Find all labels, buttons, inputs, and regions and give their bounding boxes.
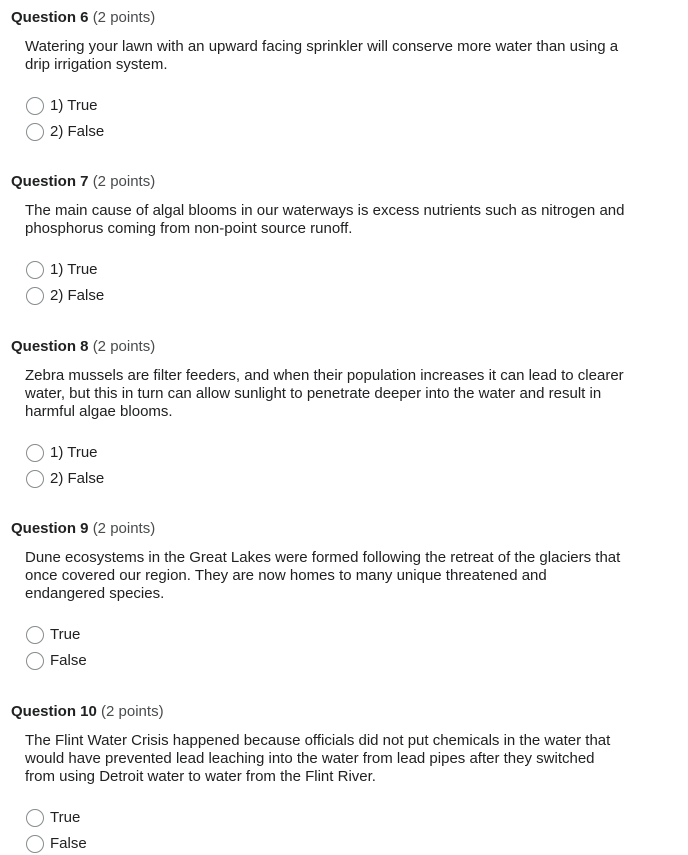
option-label: 1) True [50,97,98,114]
radio-button[interactable] [26,470,44,488]
option-true[interactable] [26,807,80,829]
option-label: True [50,809,81,826]
radio-button[interactable] [26,444,44,462]
question-title: Question 9 [11,520,89,537]
option-label: 1) True [50,261,98,278]
question-points: (2 points) [92,520,156,537]
question-text: Watering your lawn with an upward facing sprinkler will conserve more water than using a drip irrigation system. [25,38,619,73]
option-label: False [50,652,87,669]
question-title: Question 7 [11,173,89,190]
question-points: (2 points) [92,338,156,355]
option-label: 2) False [50,470,105,487]
question-title: Question 10 [11,703,97,720]
radio-button[interactable] [26,261,44,279]
option-false[interactable] [26,468,104,490]
question-header [11,519,155,539]
question-header [11,8,155,28]
option-false[interactable] [26,285,104,307]
question-text: Dune ecosystems in the Great Lakes were formed following the retreat of the glaciers that once covered our region. They are now homes to many unique threatened and endangered species. [25,549,621,602]
option-false[interactable] [26,121,104,143]
option-label: 1) True [50,444,98,461]
question-title: Question 6 [11,9,89,26]
option-false[interactable] [26,833,87,855]
question-text: The main cause of algal blooms in our waterways is excess nutrients such as nitrogen and phosphorus coming from non-point source runoff. [25,202,625,237]
radio-button[interactable] [26,809,44,827]
question-points: (2 points) [101,703,164,720]
question-points: (2 points) [92,9,156,26]
option-label: 2) False [50,287,105,304]
question-text: Zebra mussels are filter feeders, and when their population increases it can lead to clearer water, but this in turn can allow sunlight to penetrate deeper into the water and result in harmful algae blooms. [25,367,624,420]
option-label: True [50,626,81,643]
option-false[interactable] [26,650,87,672]
question-points: (2 points) [92,173,156,190]
option-label: False [50,835,87,852]
radio-button[interactable] [26,835,44,853]
radio-button[interactable] [26,626,44,644]
question-header [11,337,155,357]
radio-button[interactable] [26,123,44,141]
question-header [11,702,164,722]
option-true[interactable] [26,442,98,464]
question-title: Question 8 [11,338,89,355]
radio-button[interactable] [26,652,44,670]
option-true[interactable] [26,259,98,281]
question-header [11,172,155,192]
option-true[interactable] [26,624,80,646]
radio-button[interactable] [26,287,44,305]
option-true[interactable] [26,95,98,117]
radio-button[interactable] [26,97,44,115]
question-text: The Flint Water Crisis happened because officials did not put chemicals in the water that would have prevented lead leaching into the water from lead pipes after they switched from using Detroit water to water from the Flint River. [25,732,611,785]
option-label: 2) False [50,123,105,140]
